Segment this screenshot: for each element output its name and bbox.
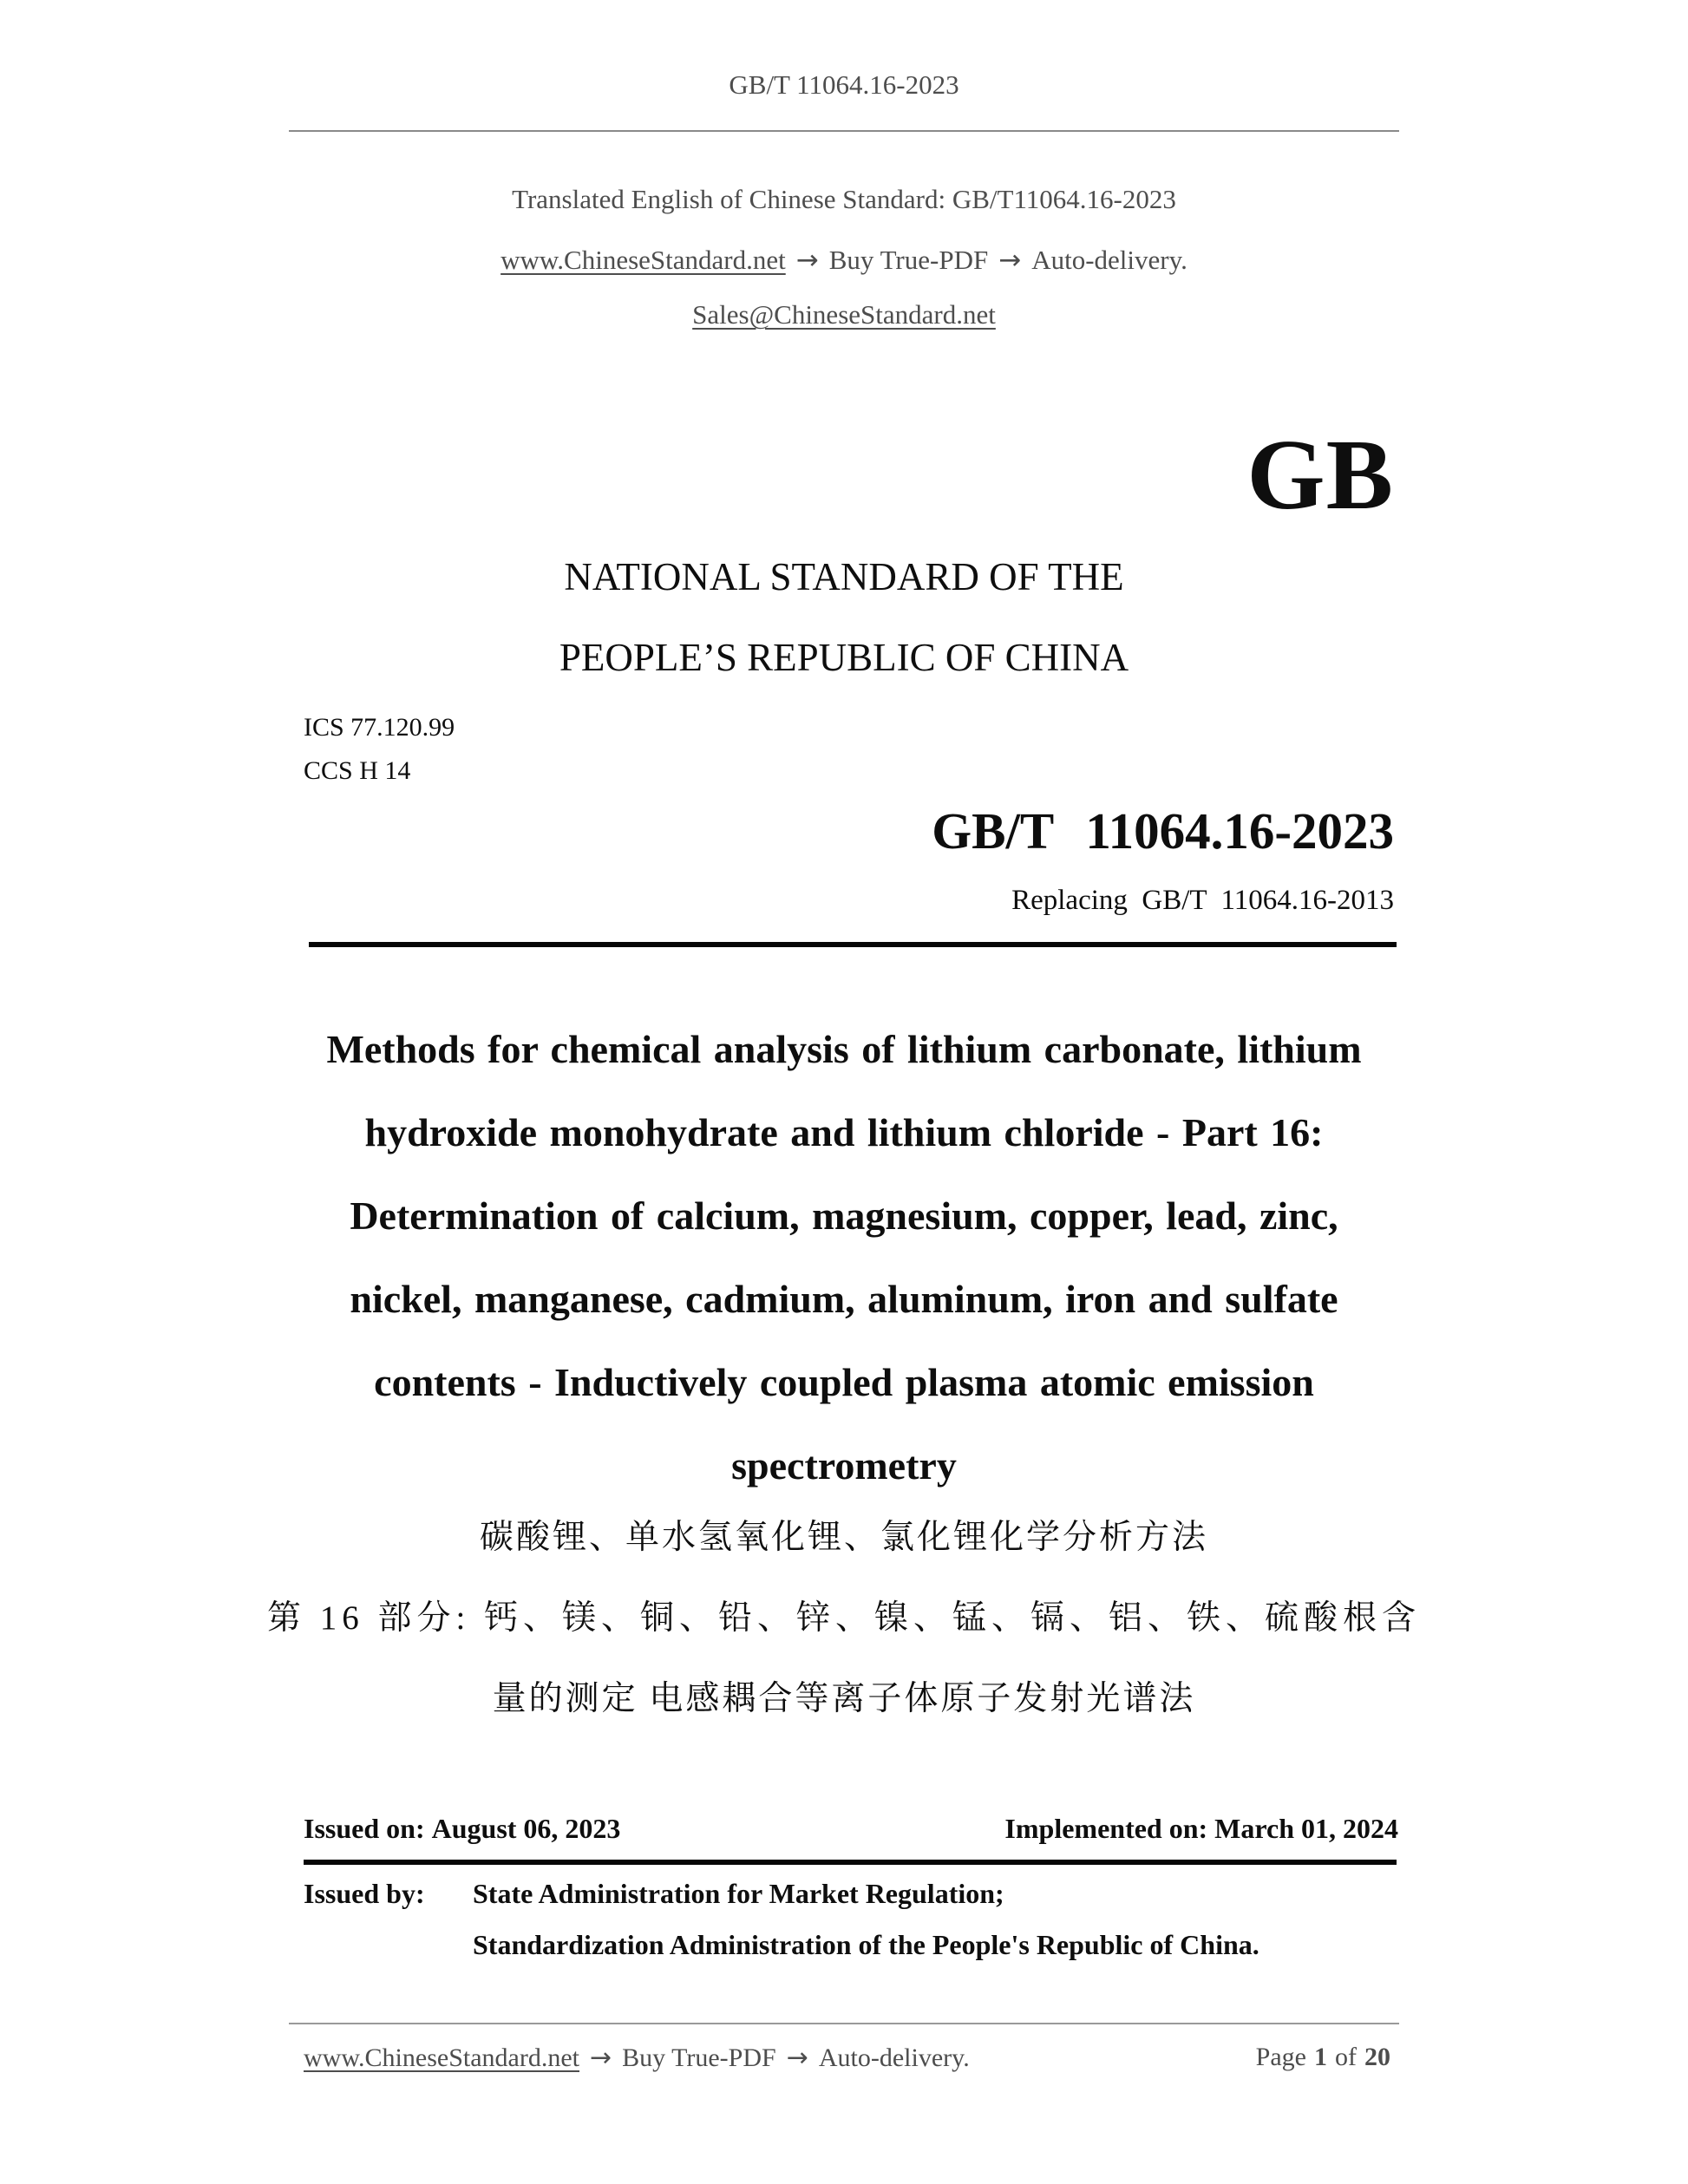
issuance-divider (304, 1860, 1397, 1865)
gb-logo: GB (1246, 420, 1394, 531)
title-line: hydroxide monohydrate and lithium chloride - Part 16: (364, 1110, 1324, 1154)
header-divider (289, 130, 1399, 132)
translated-line: Translated English of Chinese Standard: GB/T11064.16-2023 (512, 184, 1176, 214)
page-label: Page (1255, 2043, 1306, 2071)
of-label: of (1335, 2043, 1357, 2071)
website-link[interactable]: www.ChineseStandard.net (304, 2043, 579, 2072)
chinese-title-line: 碳酸锂、单水氢氧化锂、氯化锂化学分析方法 (479, 1519, 1208, 1556)
buy-line (0, 245, 1688, 276)
ics-code: ICS 77.120.99 (304, 713, 455, 742)
sales-email-link[interactable]: Sales@ChineseStandard.net (692, 299, 996, 330)
masthead-divider (309, 942, 1397, 947)
delivery-text: Auto-delivery. (1031, 245, 1187, 275)
arrow-icon: → (786, 2043, 808, 2073)
implemented-on-value: March 01, 2024 (1214, 1813, 1398, 1844)
issued-by-label: Issued by: (304, 1878, 425, 1909)
implemented-on (1004, 1813, 1398, 1845)
issued-on (304, 1813, 620, 1845)
title-line: contents - Inductively coupled plasma atomic emission (374, 1360, 1314, 1404)
footer-buy-line (304, 2043, 970, 2073)
standard-number: GB/T 11064.16-2023 (932, 802, 1394, 860)
national-standard-line2: PEOPLE’S REPUBLIC OF CHINA (559, 636, 1129, 679)
buy-text: Buy True-PDF (828, 245, 989, 275)
footer (304, 2043, 1398, 2073)
arrow-icon: → (590, 2043, 612, 2073)
title-line: spectrometry (731, 1443, 957, 1488)
sales-line (0, 299, 1688, 330)
footer-divider (289, 2023, 1399, 2024)
arrow-icon: → (795, 245, 819, 276)
issuer-line: State Administration for Market Regulation; (473, 1878, 1004, 1909)
buy-text: Buy True-PDF (622, 2043, 776, 2072)
issuance-dates-row (304, 1813, 1398, 1845)
arrow-icon: → (998, 245, 1022, 276)
page-total: 20 (1364, 2043, 1390, 2071)
header-doc-number: GB/T 11064.16-2023 (729, 69, 959, 100)
delivery-text: Auto-delivery. (818, 2043, 970, 2072)
title-line: Methods for chemical analysis of lithium carbonate, lithium (326, 1027, 1362, 1071)
website-link[interactable]: www.ChineseStandard.net (501, 245, 786, 275)
chinese-title (0, 1497, 1688, 1739)
page-indicator (1256, 2043, 1398, 2073)
chinese-title-line: 第 16 部分: 钙、镁、铜、铅、锌、镍、锰、镉、铝、铁、硫酸根含 (266, 1599, 1422, 1637)
page-current: 1 (1314, 2043, 1327, 2071)
issued-on-label: Issued on: (304, 1813, 425, 1844)
english-title (0, 1008, 1688, 1507)
title-line: nickel, manganese, cadmium, aluminum, iron and sulfate (350, 1277, 1338, 1321)
chinese-title-line: 量的测定 电感耦合等离子体原子发射光谱法 (492, 1680, 1196, 1717)
implemented-on-label: Implemented on: (1004, 1813, 1208, 1844)
issuer-line: Standardization Administration of the People's Republic of China. (473, 1929, 1259, 1960)
ccs-code: CCS H 14 (304, 756, 411, 785)
issued-on-value: August 06, 2023 (431, 1813, 621, 1844)
replacing-note: Replacing GB/T 11064.16-2013 (1011, 885, 1394, 916)
title-line: Determination of calcium, magnesium, copper, lead, zinc, (350, 1193, 1338, 1238)
national-standard-line1: NATIONAL STANDARD OF THE (564, 555, 1124, 598)
